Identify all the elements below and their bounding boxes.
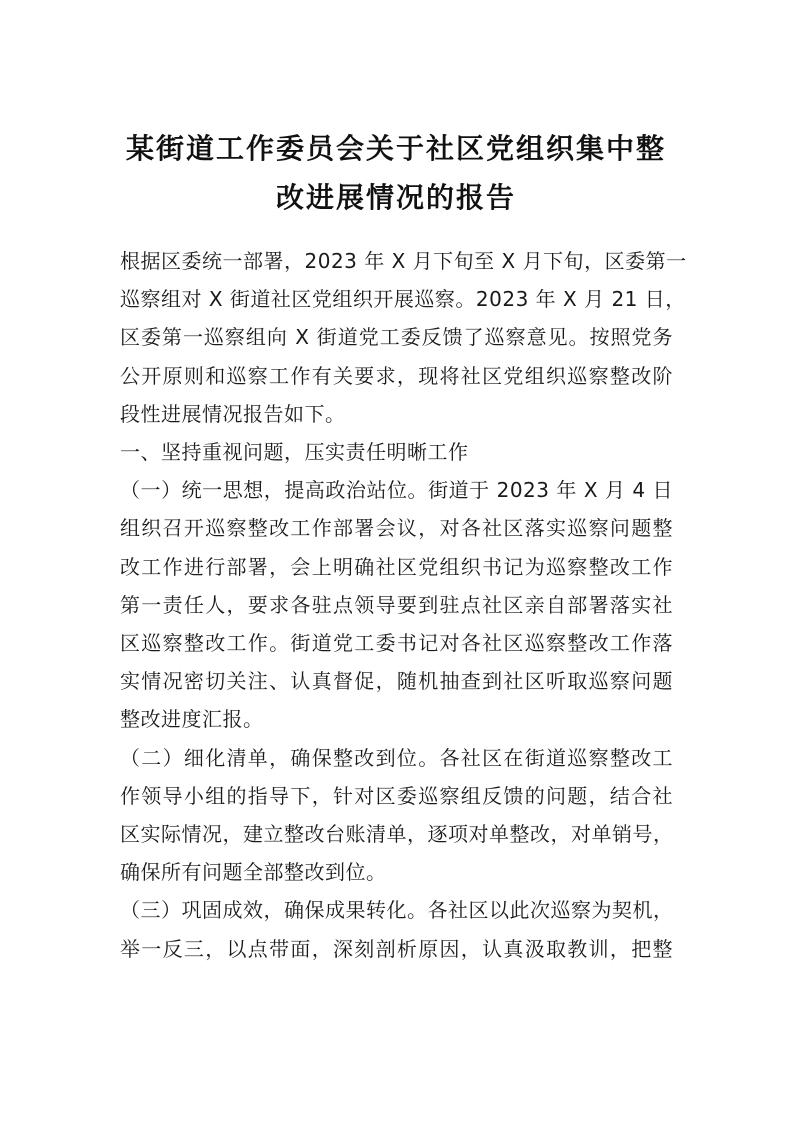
text-line: 段性进展情况报告如下。 (120, 401, 346, 426)
text-line: （一）统一思想，提高政治站位。街道于 2023 年 X 月 4 日 (120, 478, 673, 503)
document-body (120, 242, 687, 968)
text-line: （二）细化清单，确保整改到位。各社区在街道巡察整改工 (120, 745, 673, 770)
text-line: 公开原则和巡察工作有关要求，现将社区党组织巡察整改阶 (120, 363, 673, 388)
text-line: 作领导小组的指导下，针对区委巡察组反馈的问题，结合社 (120, 783, 673, 808)
subsection-paragraph (120, 891, 673, 967)
text-line: （三）巩固成效，确保成果转化。各社区以此次巡察为契机， (120, 898, 674, 923)
text-line: 区委第一巡察组向 X 街道党工委反馈了巡察意见。按照党务 (120, 325, 673, 350)
text-line: 区实际情况，建立整改台账清单，逐项对单整改，对单销号， (120, 822, 674, 847)
section-heading (120, 433, 673, 471)
document-title (96, 124, 696, 222)
title-line: 某街道工作委员会关于社区党组织集中整 (125, 132, 666, 165)
text-line: 组织召开巡察整改工作部署会议，对各社区落实巡察问题整 (120, 516, 673, 541)
subsection-paragraph (120, 739, 673, 892)
text-line: 改工作进行部署，会上明确社区党组织书记为巡察整改工作 (120, 554, 673, 579)
subsection-paragraph (120, 471, 673, 738)
title-line: 改进展情况的报告 (275, 181, 516, 214)
text-line: 第一责任人，要求各驻点领导要到驻点社区亲自部署落实社 (120, 592, 673, 617)
text-line: 根据区委统一部署，2023 年 X 月下旬至 X 月下旬，区委第一 (120, 249, 687, 273)
heading-line: 一、坚持重视问题，压实责任明晰工作 (120, 440, 469, 465)
text-line: 实情况密切关注、认真督促，随机抽查到社区听取巡察问题 (120, 669, 673, 694)
text-line: 确保所有问题全部整改到位。 (120, 860, 387, 885)
text-line: 区巡察整改工作。街道党工委书记对各社区巡察整改工作落 (120, 631, 673, 656)
text-line: 巡察组对 X 街道社区党组织开展巡察。2023 年 X 月 21 日， (120, 287, 686, 312)
text-line: 举一反三，以点带面，深刻剖析原因，认真汲取教训，把整 (120, 936, 673, 961)
intro-paragraph (120, 242, 687, 433)
text-line: 整改进度汇报。 (120, 707, 264, 732)
